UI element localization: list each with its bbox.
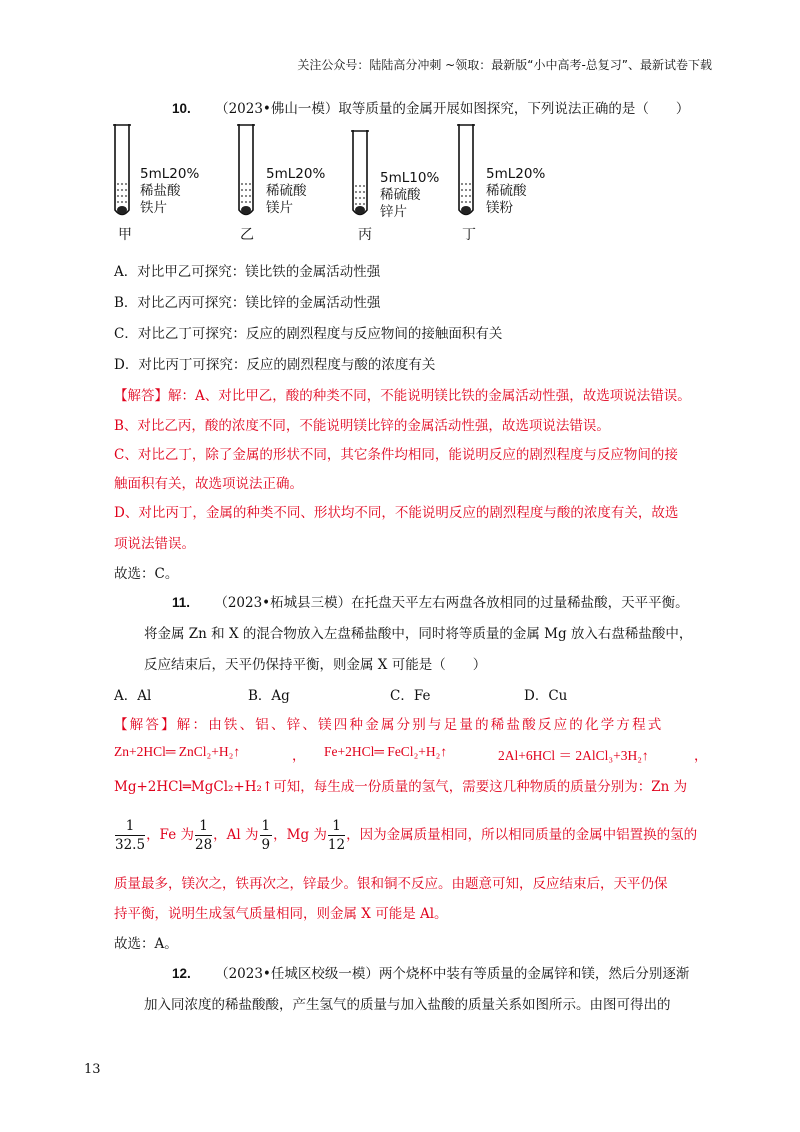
question-text: 将金属 Zn 和 X 的混合物放入左盘稀盐酸中，同时将等质量的金属 Mg 放入右盘稀盐酸中， — [144, 626, 693, 642]
volume-label: 5mL20% — [266, 166, 326, 182]
answer-line: D、对比丙丁，金属的种类不同、形状均不同，不能说明反应的剧烈程度与酸的浓度有关，故选 — [114, 505, 679, 521]
volume-label: 5mL20% — [486, 166, 546, 182]
tube-name: 乙 — [240, 227, 254, 243]
fe-label: ，Fe 为 — [146, 827, 194, 843]
question-12-stem — [172, 962, 689, 982]
tube-yi-labels — [266, 166, 325, 217]
acid-label: 稀硫酸 — [486, 183, 527, 199]
test-tube-icon — [236, 124, 256, 220]
conclusion: 故选：C。 — [114, 566, 179, 582]
question-text: 加入同浓度的稀盐酸酸，产生氢气的质量与加入盐酸的质量关系如图所示。由图可得出的 — [144, 997, 671, 1013]
option-d: D．对比丙丁可探究：反应的剧烈程度与酸的浓度有关 — [114, 357, 436, 373]
equation-zn: Zn+2HCl═ ZnCl₂+H₂↑ — [114, 744, 241, 759]
question-10-stem — [172, 97, 689, 117]
tube-jia — [112, 124, 132, 224]
question-text: 反应结束后，天平仍保持平衡，则金属 X 可能是（ ） — [144, 657, 487, 673]
volume-label: 5mL10% — [380, 170, 440, 186]
question-text: （2023•任城区校级一模）两个烧杯中装有等质量的金属锌和镁，然后分别逐渐 — [215, 966, 690, 982]
fraction-al: $\frac{1}{9}$ — [261, 818, 271, 853]
answer-line: 项说法错误。 — [114, 536, 195, 552]
question-number: 10. — [172, 101, 191, 116]
acid-label: 稀硫酸 — [380, 187, 421, 203]
metal-label: 镁粉 — [486, 200, 513, 216]
tube-jia-labels — [140, 166, 199, 217]
metal-label: 锌片 — [380, 204, 407, 220]
answer-line: Mg+2HCl═MgCl₂+H₂↑可知，每生成一份质量的氢气，需要这几种物质的质量分别为：Zn 为 — [114, 779, 688, 795]
fraction-fe: $\frac{1}{28}$ — [194, 818, 213, 853]
option-a: A．Al — [114, 688, 152, 704]
metal-label: 镁片 — [266, 200, 293, 216]
mg-label: ，Mg 为 — [273, 827, 327, 843]
tube-bing — [350, 130, 370, 224]
answer-line: 触面积有关，故选项说法正确。 — [114, 476, 303, 492]
question-text: （2023•佛山一模）取等质量的金属开展如图探究，下列说法正确的是（ ） — [215, 101, 690, 117]
answer-line: 持平衡，说明生成氢气质量相同，则金属 X 可能是 Al。 — [114, 906, 448, 922]
question-text: （2023•柘城县三模）在托盘天平左右两盘各放相同的过量稀盐酸，天平平衡。 — [214, 595, 689, 611]
tube-ding-labels — [486, 166, 545, 217]
option-c: C．Fe — [390, 688, 431, 704]
fraction-line — [114, 817, 697, 854]
equation-fe: Fe+2HCl═ FeCl₂+H₂↑ — [324, 744, 448, 759]
answer-line: C、对比乙丁，除了金属的形状不同，其它条件均相同，能说明反应的剧烈程度与反应物间的接 — [114, 447, 678, 463]
option-b: B．对比乙丙可探究：镁比锌的金属活动性强 — [114, 295, 381, 311]
acid-label: 稀硫酸 — [266, 183, 307, 199]
volume-label: 5mL20% — [140, 166, 200, 182]
tube-name: 丙 — [358, 227, 372, 243]
option-b: B．Ag — [248, 688, 290, 704]
tube-ding — [456, 124, 476, 224]
comma: ， — [292, 748, 306, 763]
page-header: 关注公众号：陆陆高分冲刺 ~领取：最新版“小中高考-总复习”、最新试卷下载 — [297, 58, 712, 72]
acid-label: 稀盐酸 — [140, 183, 181, 199]
fraction-mg: $\frac{1}{12}$ — [327, 818, 346, 853]
tube-yi — [236, 124, 256, 224]
comma: ， — [694, 748, 708, 763]
tube-bing-labels — [380, 170, 439, 221]
answer-line: 【解答】解：A、对比甲乙，酸的种类不同，不能说明镁比铁的金属活动性强，故选项说法错误。 — [114, 388, 691, 404]
equation-line — [114, 744, 708, 763]
test-tube-icon — [456, 124, 476, 220]
tube-name: 丁 — [462, 227, 476, 243]
al-label: ，Al 为 — [213, 827, 259, 843]
answer-line: 【解答】解：由铁、铝、锌、镁四种金属分别与足量的稀盐酸反应的化学方程式 — [114, 717, 664, 733]
option-c: C．对比乙丁可探究：反应的剧烈程度与反应物间的接触面积有关 — [114, 326, 503, 342]
metal-label: 铁片 — [140, 200, 167, 216]
option-d: D．Cu — [524, 688, 568, 704]
equation-al: 2Al+6HCl ＝ 2AlCl₃+3H₂↑ — [498, 748, 649, 763]
answer-text: ，因为金属质量相同，所以相同质量的金属中铝置换的氢的 — [346, 827, 698, 843]
test-tube-icon — [112, 124, 132, 220]
test-tube-icon — [350, 130, 370, 220]
page-number: 13 — [84, 1062, 101, 1077]
question-number: 12. — [172, 966, 191, 981]
option-a: A．对比甲乙可探究：镁比铁的金属活动性强 — [114, 264, 381, 280]
tube-name: 甲 — [118, 227, 132, 243]
answer-line: 质量最多，镁次之，铁再次之，锌最少。银和铜不反应。由题意可知，反应结束后，天平仍保 — [114, 876, 668, 892]
question-11-stem — [172, 591, 689, 611]
conclusion: 故选：A。 — [114, 936, 178, 952]
question-number: 11. — [172, 595, 191, 610]
answer-line: B、对比乙丙，酸的浓度不同，不能说明镁比锌的金属活动性强，故选项说法错误。 — [114, 418, 610, 434]
fraction-zn: $\frac{1}{32.5}$ — [115, 818, 146, 853]
